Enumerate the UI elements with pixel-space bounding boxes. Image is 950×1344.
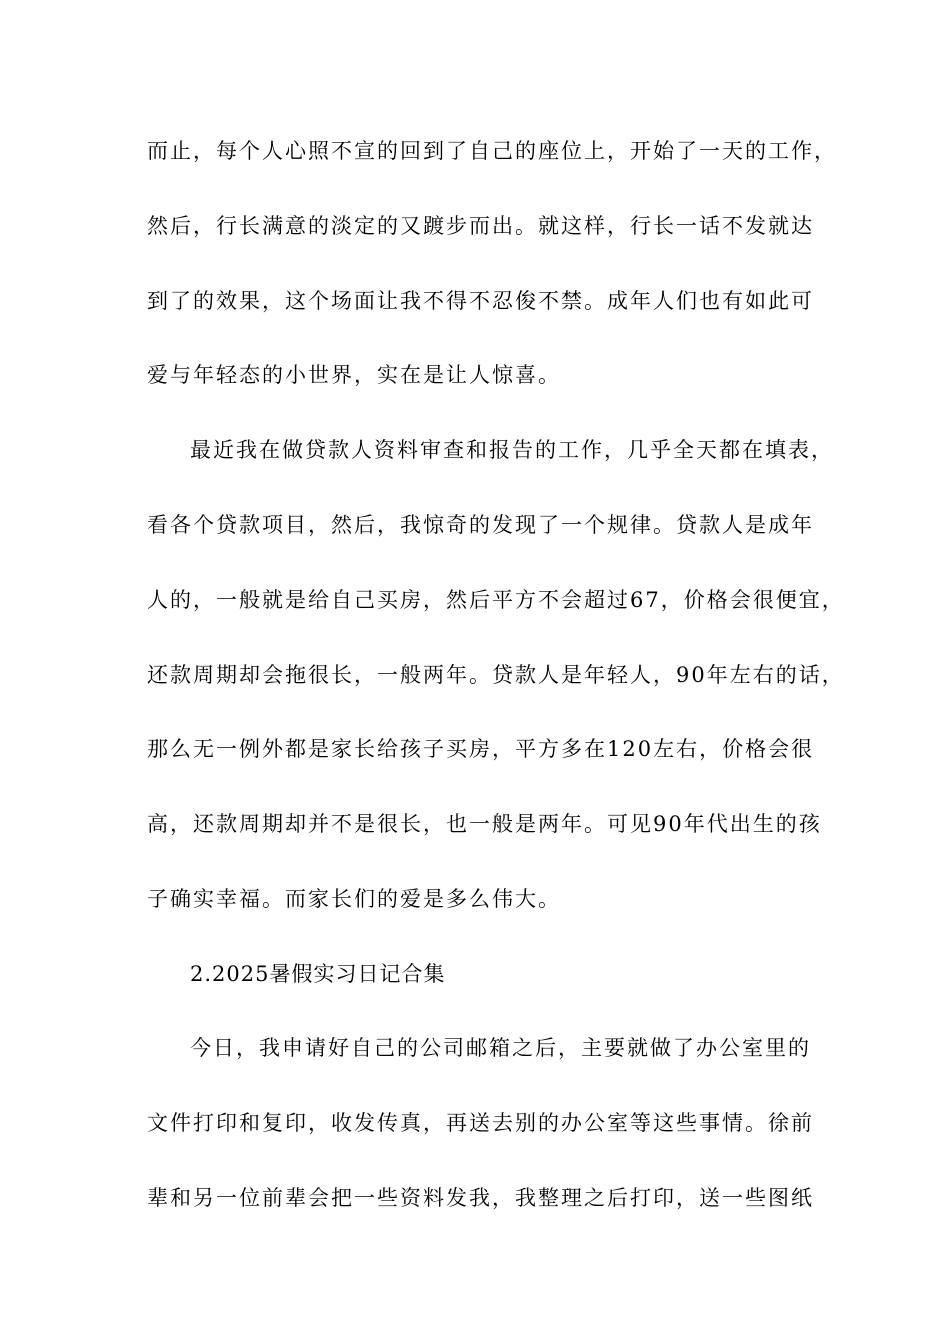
text-line: 高，还款周期却并不是很长，也一般是两年。可见90年代出生的孩 <box>147 812 822 836</box>
text-line: 人的，一般就是给自己买房，然后平方不会超过67，价格会很便宜， <box>147 588 845 612</box>
text-line: 今日，我申请好自己的公司邮箱之后，主要就做了办公室里的 <box>190 1036 811 1060</box>
text-line: 而止，每个人心照不宣的回到了自己的座位上，开始了一天的工作， <box>147 139 837 163</box>
text-line: 子确实幸福。而家长们的爱是多么伟大。 <box>147 887 561 911</box>
text-line: 看各个贷款项目，然后，我惊奇的发现了一个规律。贷款人是成年 <box>147 513 814 537</box>
text-line: 然后，行长满意的淡定的又踱步而出。就这样，行长一话不发就达 <box>147 214 814 238</box>
text-line: 到了的效果，这个场面让我不得不忍俊不禁。成年人们也有如此可 <box>147 289 814 313</box>
text-line: 文件打印和复印，收发传真，再送去别的办公室等这些事情。徐前 <box>147 1111 814 1135</box>
text-line: 辈和另一位前辈会把一些资料发我，我整理之后打印，送一些图纸 <box>147 1186 814 1210</box>
text-line: 爱与年轻态的小世界，实在是让人惊喜。 <box>147 363 561 387</box>
text-line: 最近我在做贷款人资料审查和报告的工作，几乎全天都在填表， <box>190 438 834 462</box>
text-line: 那么无一例外都是家长给孩子买房，平方多在120左右，价格会很 <box>147 737 815 761</box>
text-line: 还款周期却会拖很长，一般两年。贷款人是年轻人，90年左右的话， <box>147 663 845 687</box>
section-heading: 2.2025暑假实习日记合集 <box>190 962 446 986</box>
